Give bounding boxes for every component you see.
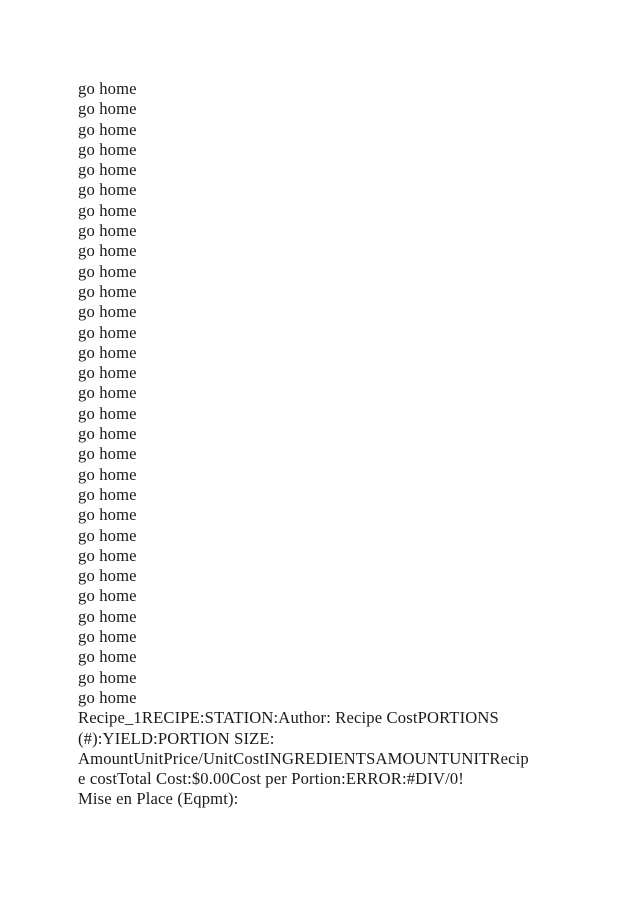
- text-line: go home: [78, 525, 137, 545]
- text-line: go home: [78, 200, 137, 220]
- text-line: go home: [78, 79, 137, 98]
- text-line: go home: [78, 322, 137, 342]
- text-line: go home: [78, 505, 137, 525]
- text-line: go home: [78, 444, 137, 464]
- text-line: go home: [78, 261, 137, 281]
- text-line: go home: [78, 464, 137, 484]
- text-line: go home: [78, 241, 137, 261]
- text-line: go home: [78, 119, 137, 139]
- text-line: go home: [78, 363, 137, 383]
- text-line: go home: [78, 484, 137, 504]
- text-line: go home: [78, 566, 137, 586]
- text-line: go home: [78, 342, 137, 362]
- recipe-header-line: (#):YIELD:PORTION SIZE:: [78, 728, 275, 748]
- text-line: go home: [78, 403, 137, 423]
- text-line: go home: [78, 180, 137, 200]
- text-line: go home: [78, 383, 137, 403]
- text-line: go home: [78, 647, 137, 667]
- recipe-header-line: Recipe_1RECIPE:STATION:Author: Recipe CostPORTIONS: [78, 708, 499, 728]
- recipe-cost-line: e costTotal Cost:$0.00Cost per Portion:ERROR:#DIV/0!: [78, 769, 464, 789]
- text-line: go home: [78, 627, 137, 647]
- text-line: go home: [78, 606, 137, 626]
- text-line: go home: [78, 424, 137, 444]
- text-line: go home: [78, 302, 137, 322]
- text-line: go home: [78, 221, 137, 241]
- text-line: go home: [78, 160, 137, 180]
- text-line: go home: [78, 586, 137, 606]
- text-line: go home: [78, 139, 137, 159]
- document-page: [78, 79, 578, 810]
- text-line: go home: [78, 687, 137, 707]
- mise-en-place-line: Mise en Place (Eqpmt):: [78, 789, 239, 809]
- text-line: go home: [78, 99, 137, 119]
- recipe-columns-line: AmountUnitPrice/UnitCostINGREDIENTSAMOUNTUNITRecip: [78, 748, 529, 768]
- text-line: go home: [78, 281, 137, 301]
- text-line: go home: [78, 667, 137, 687]
- text-line: go home: [78, 545, 137, 565]
